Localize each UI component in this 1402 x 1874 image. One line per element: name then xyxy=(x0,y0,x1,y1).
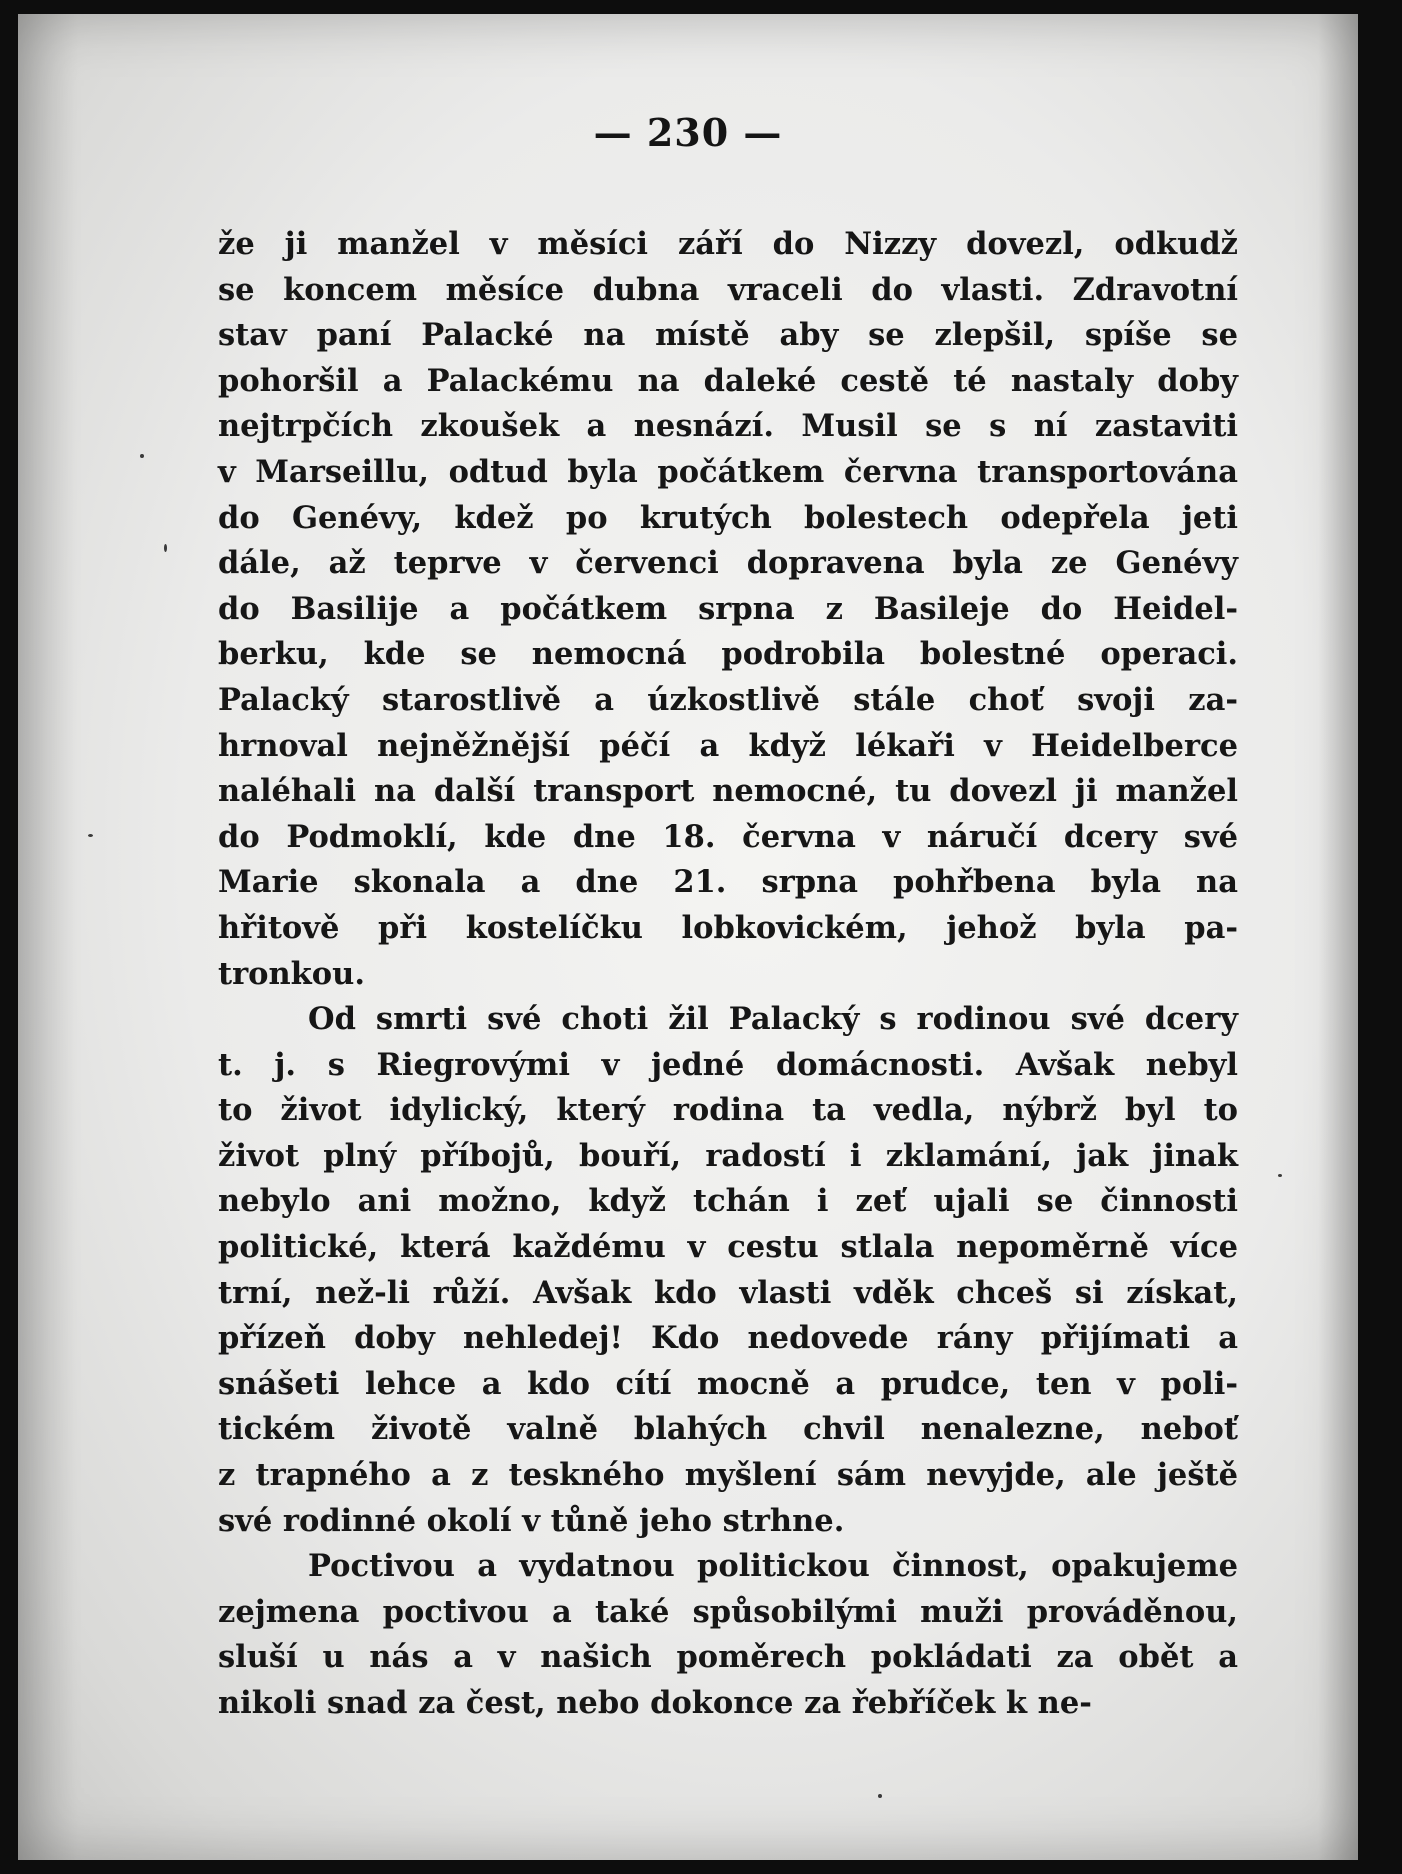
text-line: hřitově při kostelíčku lobkovickém, jehož byla pa- xyxy=(218,909,1238,946)
book-page xyxy=(18,14,1358,1860)
text-line: trní, než-li růží. Avšak kdo vlasti vděk chceš si získat, xyxy=(218,1274,1238,1311)
text-line: t. j. s Riegrovými v jedné domácnosti. Avšak nebyl xyxy=(218,1046,1238,1083)
text-line: do Podmoklí, kde dne 18. června v náručí dcery své xyxy=(218,818,1238,855)
body-text xyxy=(218,222,1238,1727)
text-line: dále, až teprve v červenci dopravena byla ze Genévy xyxy=(218,545,1238,582)
scan-speck xyxy=(1278,1174,1282,1177)
text-line: z trapného a z teskného myšlení sám nevyjde, ale ještě xyxy=(218,1457,1238,1494)
text-line: své rodinné okolí v tůně jeho strhne. xyxy=(218,1502,845,1539)
text-line: sluší u nás a v našich poměrech pokládati za obět a xyxy=(218,1639,1238,1676)
text-line: stav paní Palacké na místě aby se zlepšil, spíše se xyxy=(218,317,1238,354)
text-line: snášeti lehce a kdo cítí mocně a prudce, ten v poli- xyxy=(218,1365,1238,1402)
text-line: že ji manžel v měsíci září do Nizzy dovezl, odkudž xyxy=(218,226,1238,262)
text-line: život plný příbojů, bouří, radostí i zklamání, jak jinak xyxy=(218,1137,1238,1174)
text-line: tronkou. xyxy=(218,955,365,992)
text-line: zejmena poctivou a také spůsobilými muži prováděnou, xyxy=(218,1593,1238,1630)
text-line: naléhali na další transport nemocné, tu dovezl ji manžel xyxy=(218,773,1238,810)
page-shadow-left xyxy=(18,14,78,1860)
text-line: berku, kde se nemocná podrobila bolestné operaci. xyxy=(218,636,1238,673)
scan-speck xyxy=(140,454,144,458)
text-line: to život idylický, který rodina ta vedla, nýbrž byl to xyxy=(218,1092,1238,1129)
text-line: nebylo ani možno, když tchán i zeť ujali se činnosti xyxy=(218,1183,1238,1220)
scan-speck xyxy=(164,544,167,552)
text-line: politické, která každému v cestu stlala nepoměrně více xyxy=(218,1229,1238,1266)
text-line: nejtrpčích zkoušek a nesnází. Musil se s ní zastaviti xyxy=(218,408,1238,445)
text-line: Poctivou a vydatnou politickou činnost, opakujeme xyxy=(308,1548,1238,1585)
scan-speck xyxy=(88,834,93,837)
text-line: Palacký starostlivě a úzkostlivě stále choť svoji za- xyxy=(218,681,1238,718)
text-line: nikoli snad za čest, nebo dokonce za řebříček k ne- xyxy=(218,1685,1092,1721)
text-line: pohoršil a Palackému na daleké cestě té nastaly doby xyxy=(218,362,1238,399)
text-line: do Genévy, kdež po krutých bolestech odepřela jeti xyxy=(218,499,1238,536)
text-line: hrnoval nejněžnější péčí a když lékaři v Heidelberce xyxy=(218,727,1238,764)
text-line: se koncem měsíce dubna vraceli do vlasti. Zdravotní xyxy=(218,271,1238,308)
scan-speck xyxy=(878,1794,882,1798)
text-line: v Marseillu, odtud byla počátkem června transportována xyxy=(218,453,1238,490)
page-number: — 230 — xyxy=(593,110,783,155)
text-line: přízeň doby nehledej! Kdo nedovede rány přijímati a xyxy=(218,1320,1238,1357)
text-line: Od smrti své choti žil Palacký s rodinou své dcery xyxy=(308,1001,1238,1038)
text-line: tickém životě valně blahých chvil nenalezne, neboť xyxy=(218,1411,1238,1448)
text-line: Marie skonala a dne 21. srpna pohřbena byla na xyxy=(218,864,1238,901)
text-line: do Basilije a počátkem srpna z Basileje do Heidel- xyxy=(218,590,1238,627)
page-shadow-right xyxy=(1318,14,1358,1860)
